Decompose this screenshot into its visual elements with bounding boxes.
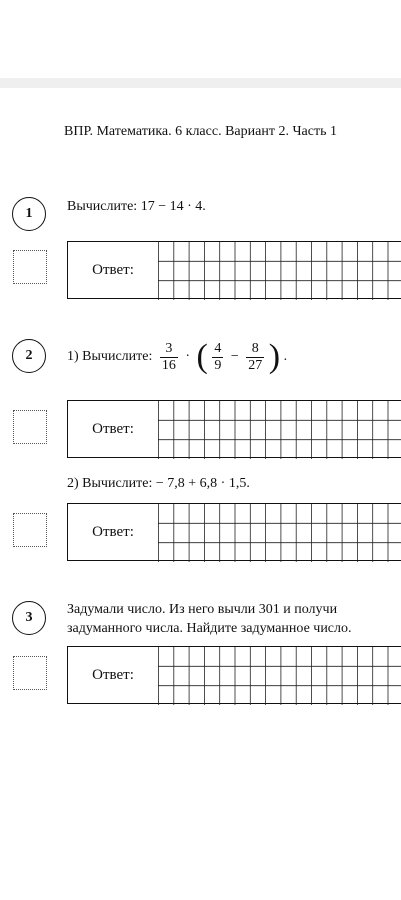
- fraction-denominator: 16: [161, 357, 176, 373]
- fraction-denominator: 9: [214, 357, 222, 373]
- fraction-denominator: 27: [248, 357, 263, 373]
- fraction-8-27: [246, 341, 264, 374]
- answer-box-2-1[interactable]: [67, 400, 401, 458]
- fraction-3-16: [160, 341, 178, 374]
- task-1-text: [67, 198, 206, 216]
- task-2-part2-expression: − 7,8 + 6,8 · 1,5.: [155, 476, 250, 491]
- task-number-1: 1: [12, 197, 46, 231]
- answer-label: Ответ:: [92, 261, 134, 278]
- answer-grid[interactable]: [158, 504, 401, 562]
- answer-label: Ответ:: [92, 666, 134, 683]
- top-divider-band: [0, 78, 401, 88]
- fraction-4-9: [212, 341, 223, 374]
- multiply-dot: ·: [185, 349, 191, 364]
- score-box-1[interactable]: [13, 250, 47, 284]
- fraction-numerator: 3: [160, 341, 178, 358]
- task-2-part1-prompt: 1) Вычислите:: [67, 349, 153, 364]
- left-paren: (: [196, 338, 208, 375]
- score-box-2-1[interactable]: [13, 410, 47, 444]
- fraction-numerator: 4: [214, 340, 222, 356]
- answer-box-2-2[interactable]: [67, 503, 401, 561]
- task-2-part1-text: [67, 340, 287, 374]
- task-number-3: 3: [12, 601, 46, 635]
- answer-box-1[interactable]: [67, 241, 401, 299]
- task-2-part2-text: [67, 475, 250, 493]
- score-box-2-2[interactable]: [13, 513, 47, 547]
- answer-label: Ответ:: [92, 523, 134, 540]
- fraction-numerator: 8: [246, 341, 264, 358]
- answer-box-3[interactable]: [67, 646, 401, 704]
- period: .: [283, 349, 288, 364]
- task-3-line-1: Задумали число. Из него вычли 301 и получи: [67, 602, 338, 617]
- answer-label: Ответ:: [92, 420, 134, 437]
- minus-sign: −: [230, 349, 239, 364]
- task-number-2: 2: [12, 339, 46, 373]
- top-blank-area: [0, 0, 401, 78]
- task-1-expression: 17 − 14 · 4.: [140, 199, 206, 214]
- right-paren: ): [268, 338, 281, 375]
- score-box-3[interactable]: [13, 656, 47, 690]
- answer-grid[interactable]: [158, 401, 401, 459]
- answer-grid[interactable]: [158, 647, 401, 705]
- task-2-part2-prompt: 2) Вычислите:: [67, 476, 153, 491]
- task-1-prompt: Вычислите:: [67, 199, 138, 214]
- answer-grid[interactable]: [158, 242, 401, 300]
- page-header: ВПР. Математика. 6 класс. Вариант 2. Часть 1: [64, 124, 337, 139]
- task-3-line-2: задуманного числа. Найдите задуманное число.: [67, 621, 352, 636]
